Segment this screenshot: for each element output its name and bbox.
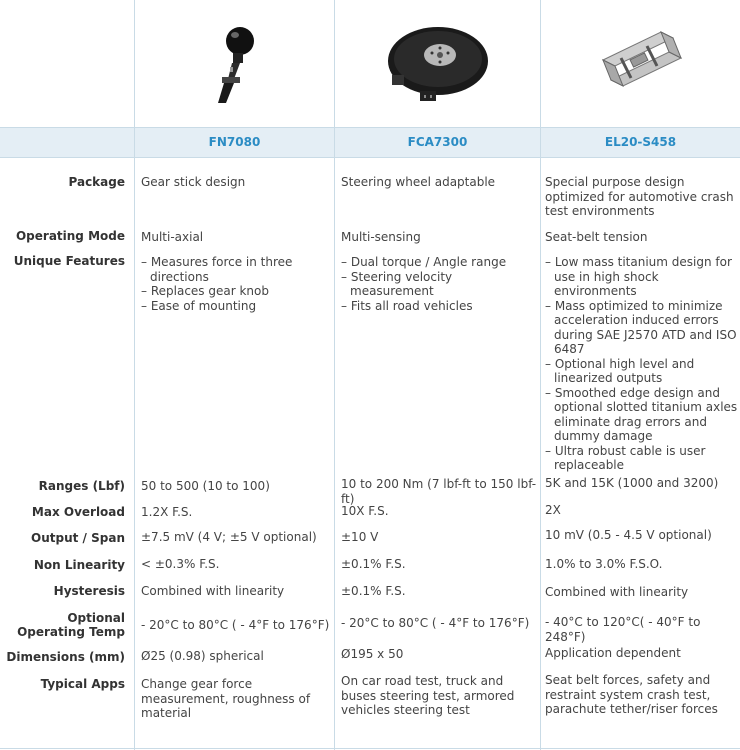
model-name: FN7080	[208, 135, 261, 149]
label-optional-line2: Operating Temp	[17, 625, 125, 639]
label-optional-operating-temp	[0, 611, 125, 639]
label-optional-line1: Optional	[67, 611, 125, 625]
package-value: Special purpose design optimized for automotive crash test environments	[545, 175, 734, 218]
hysteresis-value: ±0.1% F.S.	[341, 584, 406, 598]
output-span-value: ±10 V	[341, 530, 379, 544]
typical-apps-value: On car road test, truck and buses steering test, armored vehicles steering test	[341, 674, 515, 717]
typical-apps-value: Seat belt forces, safety and restraint system crash test, parachute tether/riser forces	[545, 673, 718, 716]
label-output-span: Output / Span	[31, 531, 125, 545]
unique-features-list	[141, 255, 331, 313]
max-overload-value: 1.2X F.S.	[141, 505, 193, 519]
model-name: FCA7300	[407, 135, 468, 149]
feature-item: – Low mass titanium design for use in high shock environments	[545, 255, 739, 299]
operating-temp-value: - 40°C to 120°C( - 40°F to 248°F)	[545, 615, 701, 644]
hysteresis-value: Combined with linearity	[141, 584, 285, 598]
feature-item: – Replaces gear knob	[141, 284, 331, 299]
non-linearity-value: < ±0.3% F.S.	[141, 557, 220, 571]
feature-item: – Optional high level and linearized outputs	[545, 357, 739, 386]
label-hysteresis: Hysteresis	[53, 584, 125, 598]
label-dimensions: Dimensions (mm)	[6, 650, 125, 664]
row-divider	[0, 157, 740, 158]
max-overload-value: 2X	[545, 503, 561, 517]
dimensions-value: Ø25 (0.98) spherical	[141, 649, 264, 663]
feature-item: – Ease of mounting	[141, 299, 331, 314]
feature-item: – Fits all road vehicles	[341, 299, 537, 314]
feature-item: – Measures force in three directions	[141, 255, 331, 284]
package-value: Gear stick design	[141, 175, 246, 189]
dimensions-value: Ø195 x 50	[341, 647, 404, 661]
unique-features-list	[341, 255, 537, 313]
operating-mode-value: Multi-axial	[141, 230, 204, 244]
label-non-linearity: Non Linearity	[33, 558, 125, 572]
non-linearity-value: 1.0% to 3.0% F.S.O.	[545, 557, 663, 571]
label-unique-features: Unique Features	[13, 254, 125, 268]
typical-apps-value: Change gear force measurement, roughness of material	[141, 677, 311, 720]
label-package: Package	[68, 175, 125, 189]
feature-item: – Dual torque / Angle range	[341, 255, 537, 270]
row-divider	[0, 748, 740, 749]
max-overload-value: 10X F.S.	[341, 504, 389, 518]
non-linearity-value: ±0.1% F.S.	[341, 557, 406, 571]
feature-item: – Mass optimized to minimize acceleration induced errors during SAE J2570 ATD and ISO 6487	[545, 299, 739, 357]
seat-belt-sensor-image	[541, 0, 740, 127]
output-span-value: ±7.5 mV (4 V; ±5 V optional)	[141, 530, 317, 544]
unique-features-list	[545, 255, 739, 473]
operating-mode-value: Seat-belt tension	[545, 230, 648, 244]
ranges-value: 50 to 500 (10 to 100)	[141, 479, 270, 493]
label-typical-apps: Typical Apps	[40, 677, 125, 691]
package-value: Steering wheel adaptable	[341, 175, 496, 189]
operating-temp-value: - 20°C to 80°C ( - 4°F to 176°F)	[341, 616, 530, 630]
label-ranges: Ranges (Lbf)	[38, 479, 125, 493]
ranges-value: 10 to 200 Nm (7 lbf-ft to 150 lbf-ft)	[341, 477, 537, 506]
dimensions-value: Application dependent	[545, 646, 681, 660]
output-span-value: 10 mV (0.5 - 4.5 V optional)	[545, 528, 712, 542]
operating-temp-value: - 20°C to 80°C ( - 4°F to 176°F)	[141, 618, 330, 632]
feature-item: – Steering velocity measurement	[341, 270, 537, 299]
hysteresis-value: Combined with linearity	[545, 585, 689, 599]
ranges-value: 5K and 15K (1000 and 3200)	[545, 476, 719, 490]
label-operating-mode: Operating Mode	[15, 229, 125, 243]
operating-mode-value: Multi-sensing	[341, 230, 421, 244]
feature-item: – Ultra robust cable is user replaceable	[545, 444, 739, 473]
label-max-overload: Max Overload	[31, 505, 125, 519]
model-name: EL20-S458	[604, 135, 677, 149]
steering-wheel-sensor-image	[335, 0, 540, 127]
feature-item: – Smoothed edge design and optional slotted titanium axles eliminate drag errors and dummy damage	[545, 386, 739, 444]
gear-stick-sensor-image	[135, 0, 334, 127]
